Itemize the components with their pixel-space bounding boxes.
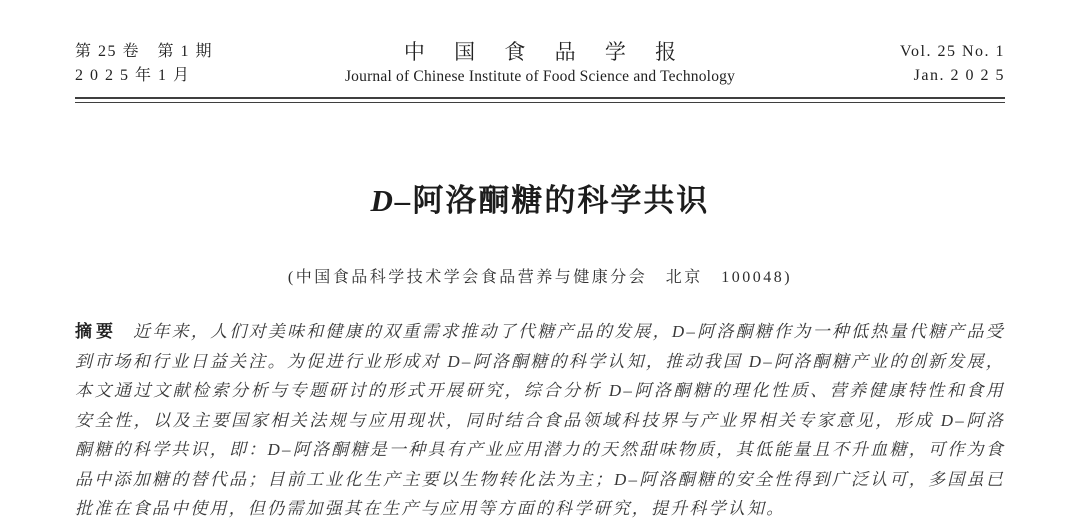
abstract-label: 摘要 xyxy=(75,322,118,341)
header-divider xyxy=(75,97,1005,103)
issue-info-cn xyxy=(75,40,325,88)
affiliation: (中国食品科学技术学会食品营养与健康分会 北京 100048) xyxy=(287,269,793,286)
article-title-main: 阿洛酮糖的科学共识 xyxy=(412,183,710,218)
issue-info-en xyxy=(755,40,1005,88)
journal-title-en: Journal of Chinese Institute of Food Science and Technology xyxy=(344,68,736,85)
issue-date-en: Jan. 2 0 2 5 xyxy=(913,67,1005,84)
article-title xyxy=(75,181,1005,221)
issue-volume-en: Vol. 25 No. 1 xyxy=(900,43,1005,60)
article-title-prefix: D– xyxy=(370,183,413,218)
abstract-paragraph xyxy=(75,317,1005,524)
journal-title-block xyxy=(325,40,755,88)
issue-date-cn: 2 0 2 5 年 1 月 xyxy=(75,67,191,84)
issue-volume-cn: 第 25 卷 第 1 期 xyxy=(75,43,214,60)
abstract-body: 近年来，人们对美味和健康的双重需求推动了代糖产品的发展，D–阿洛酮糖作为一种低热量代糖产品受到市场和行业日益关注。为促进行业形成对 D–阿洛酮糖的科学认知，推动我国 D–阿洛酮糖产业的创新发展，本文通过文献检索分析与专题研讨的形式开展研究，综合分析 D–阿洛酮糖的理化性质、营养健康特性和食用安全性，以及主要国家相关法规与应用现状，同时结合食品领域科技界与产业界相关专家意见，形成 D–阿洛酮糖的科学共识，即：D–阿洛酮糖是一种具有产业应用潜力的天然甜味物质，其低能量且不升血糖，可作为食品中添加糖的替代品；目前工业化生产主要以生物转化法为主；D–阿洛酮糖的安全性得到广泛认可，多国虽已批准在食品中使用，但仍需加强其在生产与应用等方面的科学研究，提升科学认知。 xyxy=(75,322,1005,518)
journal-header xyxy=(75,40,1005,88)
journal-title-cn: 中 国 食 品 学 报 xyxy=(403,40,689,64)
